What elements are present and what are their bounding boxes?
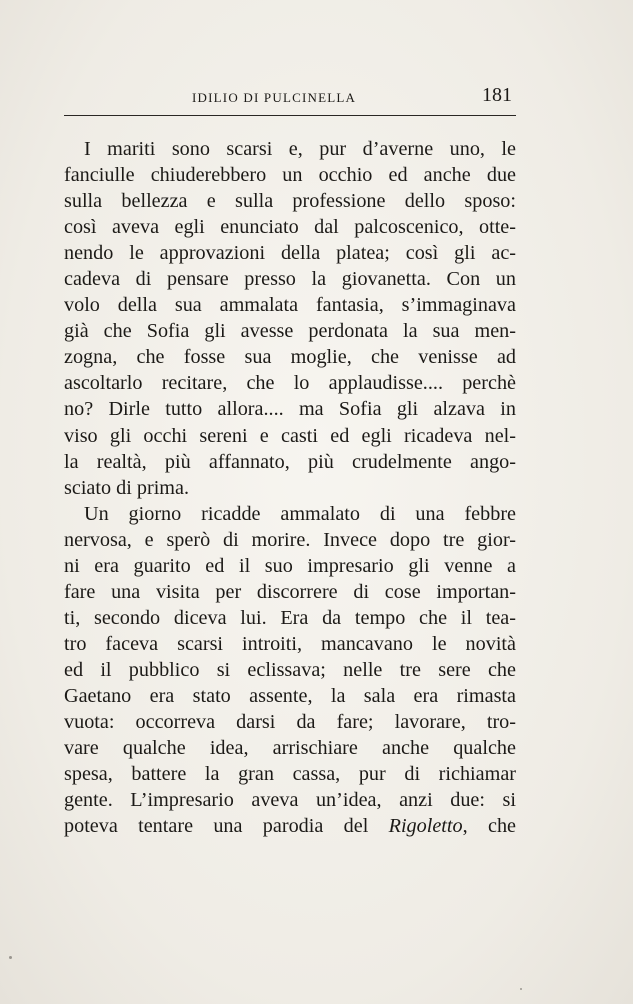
page-number: 181 bbox=[482, 84, 512, 106]
text-line: così aveva egli enunciato dal palcoscenico, otte- bbox=[64, 216, 516, 239]
text-line: Un giorno ricadde ammalato di una febbre bbox=[84, 502, 516, 525]
page-header bbox=[64, 82, 516, 116]
text-line: zogna, che fosse sua moglie, che venisse ad bbox=[64, 346, 516, 369]
text-line: nendo le approvazioni della platea; così gli ac- bbox=[64, 242, 516, 265]
paper-speck bbox=[9, 956, 12, 959]
text-line: tro faceva scarsi introiti, mancavano le novità bbox=[64, 632, 516, 655]
text-line: la realtà, più affannato, più crudelmente ango- bbox=[64, 450, 516, 473]
text-line: cadeva di pensare presso la giovanetta. Con un bbox=[64, 268, 516, 291]
text-line: sciato di prima. bbox=[64, 476, 190, 499]
italic-title: Rigoletto bbox=[388, 815, 463, 838]
text-line: I mariti sono scarsi e, pur d’averne uno, le bbox=[84, 138, 516, 160]
running-title: IDILIO DI PULCINELLA bbox=[192, 90, 357, 105]
text-line: poteva tentare una parodia del Rigoletto, che bbox=[64, 815, 516, 838]
text-line: spesa, battere la gran cassa, pur di richiamar bbox=[64, 763, 516, 786]
text-line: ed il pubblico si eclissava; nelle tre sere che bbox=[64, 658, 516, 681]
text-line: gente. L’impresario aveva un’idea, anzi due: si bbox=[64, 789, 516, 812]
text-line: ti, secondo diceva lui. Era da tempo che il tea- bbox=[64, 606, 516, 629]
text-line: ascoltarlo recitare, che lo applaudisse.... perchè bbox=[64, 372, 516, 395]
text-line: fare una visita per discorrere di cose importan- bbox=[64, 580, 516, 603]
text-line: sulla bellezza e sulla professione dello sposo: bbox=[64, 190, 516, 213]
text-line: viso gli occhi sereni e casti ed egli ricadeva nel- bbox=[64, 424, 516, 447]
text-line: fanciulle chiuderebbero un occhio ed anche due bbox=[64, 164, 516, 187]
text-line: Gaetano era stato assente, la sala era rimasta bbox=[64, 684, 516, 707]
body-text bbox=[64, 136, 516, 839]
text-line: ni era guarito ed il suo impresario gli venne a bbox=[64, 554, 516, 577]
text-line: no? Dirle tutto allora.... ma Sofia gli alzava in bbox=[64, 398, 516, 421]
paper-speck bbox=[520, 988, 522, 990]
header-rule bbox=[64, 115, 516, 116]
text-line: vare qualche idea, arrischiare anche qualche bbox=[64, 737, 516, 760]
text-line: vuota: occorreva darsi da fare; lavorare, tro- bbox=[64, 711, 516, 734]
text-line: volo della sua ammalata fantasia, s’immaginava bbox=[64, 294, 516, 317]
text-line: già che Sofia gli avesse perdonata la sua men- bbox=[64, 320, 516, 343]
text-line: nervosa, e sperò di morire. Invece dopo tre gior- bbox=[64, 528, 516, 551]
